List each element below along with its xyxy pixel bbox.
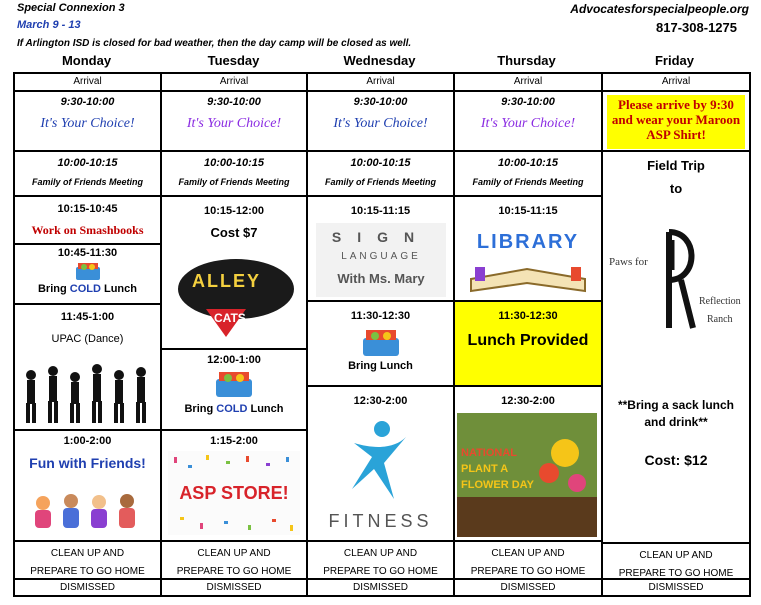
activity-label: Fun with Friends! xyxy=(29,455,146,471)
sign-language-image xyxy=(316,223,446,297)
time-label: 1:00-2:00 xyxy=(63,435,112,447)
fitness-logo xyxy=(344,419,414,501)
website-link[interactable]: Advocatesforspecialpeople.org xyxy=(570,2,749,16)
fitness-cell xyxy=(308,387,455,542)
meeting-tuesday xyxy=(162,152,308,197)
schedule-dates: March 9 - 13 xyxy=(17,19,81,31)
cats-text: CATS xyxy=(214,311,246,325)
sign-teacher: With Ms. Mary xyxy=(337,271,425,286)
sign-language-cell xyxy=(308,197,455,302)
time-label: 9:30-10:00 xyxy=(60,96,115,108)
time-label: 1:15-2:00 xyxy=(210,435,258,447)
cleanup-thursday: CLEAN UP AND PREPARE TO GO HOME xyxy=(455,542,603,580)
closure-notice: If Arlington ISD is closed for bad weather, then the day camp will be closed as well. xyxy=(17,38,412,49)
day-header-thursday: Thursday xyxy=(497,53,556,68)
library-word: LIBRARY xyxy=(476,231,580,253)
lunchbox-icon xyxy=(214,369,254,399)
flower-line-3: FLOWER DAY xyxy=(461,479,534,491)
alley-cats-logo xyxy=(176,249,296,339)
cleanup-tuesday: CLEAN UP AND PREPARE TO GO HOME xyxy=(162,542,308,580)
activity-label: Family of Friends Meeting xyxy=(178,177,290,187)
meeting-monday xyxy=(15,152,162,197)
language-word: LANGUAGE xyxy=(341,251,421,262)
activity-label: Family of Friends Meeting xyxy=(31,177,143,187)
plant-flower-cell xyxy=(455,387,603,542)
dismissed-monday: DISMISSED xyxy=(15,580,162,597)
time-label: 11:30-12:30 xyxy=(350,310,411,322)
ranch-reflection: Reflection xyxy=(699,296,741,307)
ranch-paws: Paws for xyxy=(609,256,648,268)
smashbooks-cell xyxy=(15,197,162,245)
time-label: 10:00-10:15 xyxy=(350,157,411,169)
sack-lunch-note: **Bring a sack lunch and drink** xyxy=(617,398,735,429)
choice-monday xyxy=(15,92,162,152)
lunchbox-icon xyxy=(361,326,401,358)
sign-word: SIGN xyxy=(331,229,431,245)
choice-thursday xyxy=(455,92,603,152)
flower-day-image xyxy=(457,413,597,537)
time-label: 11:45-1:00 xyxy=(60,311,115,323)
day-header-monday: Monday xyxy=(61,53,112,68)
friday-notice xyxy=(603,92,751,152)
flower-line-2: PLANT A xyxy=(461,463,509,475)
arrival-thursday: Arrival xyxy=(455,74,603,92)
schedule-grid xyxy=(13,72,751,597)
store-label: ASP STORE! xyxy=(179,483,289,503)
activity-label: UPAC (Dance) xyxy=(51,333,124,345)
time-label: 10:15-12:00 xyxy=(204,205,264,217)
choice-wednesday xyxy=(308,92,455,152)
time-label: 10:00-10:15 xyxy=(204,157,264,169)
time-label: 9:30-10:00 xyxy=(353,96,408,108)
time-label: 11:30-12:30 xyxy=(498,310,558,322)
time-label: 10:15-11:15 xyxy=(498,205,558,217)
wednesday-lunch-cell xyxy=(308,302,455,387)
monday-lunch-cell xyxy=(15,245,162,305)
time-label: 10:45-11:30 xyxy=(57,247,118,259)
cleanup-monday: CLEAN UP AND PREPARE TO GO HOME xyxy=(15,542,162,580)
meeting-thursday xyxy=(455,152,603,197)
alley-text: ALLEY xyxy=(192,271,262,291)
activity-label: Family of Friends Meeting xyxy=(324,177,436,187)
tuesday-lunch-cell xyxy=(162,350,308,431)
activity-label: It's Your Choice! xyxy=(333,116,428,131)
time-label: 9:30-10:00 xyxy=(207,96,261,108)
dismissed-friday: DISMISSED xyxy=(603,580,751,597)
bowling-cell xyxy=(162,197,308,350)
field-trip-to: to xyxy=(669,181,683,196)
ranch-logo xyxy=(607,210,749,360)
choice-tuesday xyxy=(162,92,308,152)
ranch-ranch: Ranch xyxy=(707,314,733,325)
activity-label: Bring Lunch xyxy=(348,360,413,372)
trip-cost: Cost: $12 xyxy=(644,452,708,468)
activity-label: It's Your Choice! xyxy=(480,116,576,131)
phone-number: 817-308-1275 xyxy=(656,20,737,35)
time-label: 10:15-11:15 xyxy=(350,205,411,217)
activity-label: Work on Smashbooks xyxy=(31,223,144,237)
asp-store-cell xyxy=(162,431,308,542)
day-header-friday: Friday xyxy=(654,53,694,68)
day-header-wednesday: Wednesday xyxy=(343,53,416,68)
fitness-text: FITNESS xyxy=(328,511,433,531)
confetti-image xyxy=(168,451,300,535)
cleanup-wednesday: CLEAN UP AND PREPARE TO GO HOME xyxy=(308,542,455,580)
meeting-wednesday xyxy=(308,152,455,197)
dismissed-thursday: DISMISSED xyxy=(455,580,603,597)
lunchbox-icon xyxy=(75,261,101,281)
activity-label: Lunch Provided xyxy=(467,332,589,349)
flower-line-1: NATIONAL xyxy=(461,447,518,459)
arrival-monday: Arrival xyxy=(15,74,162,92)
dismissed-wednesday: DISMISSED xyxy=(308,580,455,597)
arrival-friday: Arrival xyxy=(603,74,751,92)
dance-cell xyxy=(15,305,162,431)
time-label: 10:00-10:15 xyxy=(498,157,558,169)
arrive-notice-text: Please arrive by 9:30 and wear your Maroon ASP Shirt! xyxy=(607,95,745,149)
activity-label: Family of Friends Meeting xyxy=(472,177,584,187)
bring-lunch-text: Bring COLD Lunch xyxy=(184,403,284,415)
schedule-title: Special Connexion 3 xyxy=(17,2,125,14)
lunch-provided-cell xyxy=(455,302,603,387)
cleanup-friday: CLEAN UP AND PREPARE TO GO HOME xyxy=(603,542,751,580)
time-label: 12:30-2:00 xyxy=(353,395,408,407)
activity-label: It's Your Choice! xyxy=(40,116,135,131)
friends-cell xyxy=(15,431,162,542)
field-trip-label: Field Trip xyxy=(647,158,705,173)
arrival-tuesday: Arrival xyxy=(162,74,308,92)
library-cell xyxy=(455,197,603,302)
time-label: 10:00-10:15 xyxy=(57,157,118,169)
dismissed-tuesday: DISMISSED xyxy=(162,580,308,597)
activity-label: It's Your Choice! xyxy=(186,116,282,131)
time-label: 12:00-1:00 xyxy=(207,354,261,366)
arrival-wednesday: Arrival xyxy=(308,74,455,92)
field-trip-cell xyxy=(603,152,751,542)
day-header-tuesday: Tuesday xyxy=(207,53,260,68)
friends-image xyxy=(25,489,151,531)
time-label: 9:30-10:00 xyxy=(501,96,555,108)
dancers-image xyxy=(21,363,155,430)
time-label: 12:30-2:00 xyxy=(501,395,555,407)
library-image xyxy=(461,223,595,297)
bowling-cost: Cost $7 xyxy=(210,225,258,240)
bring-lunch-text: Bring COLD Lunch xyxy=(37,283,137,295)
time-label: 10:15-10:45 xyxy=(57,203,118,215)
